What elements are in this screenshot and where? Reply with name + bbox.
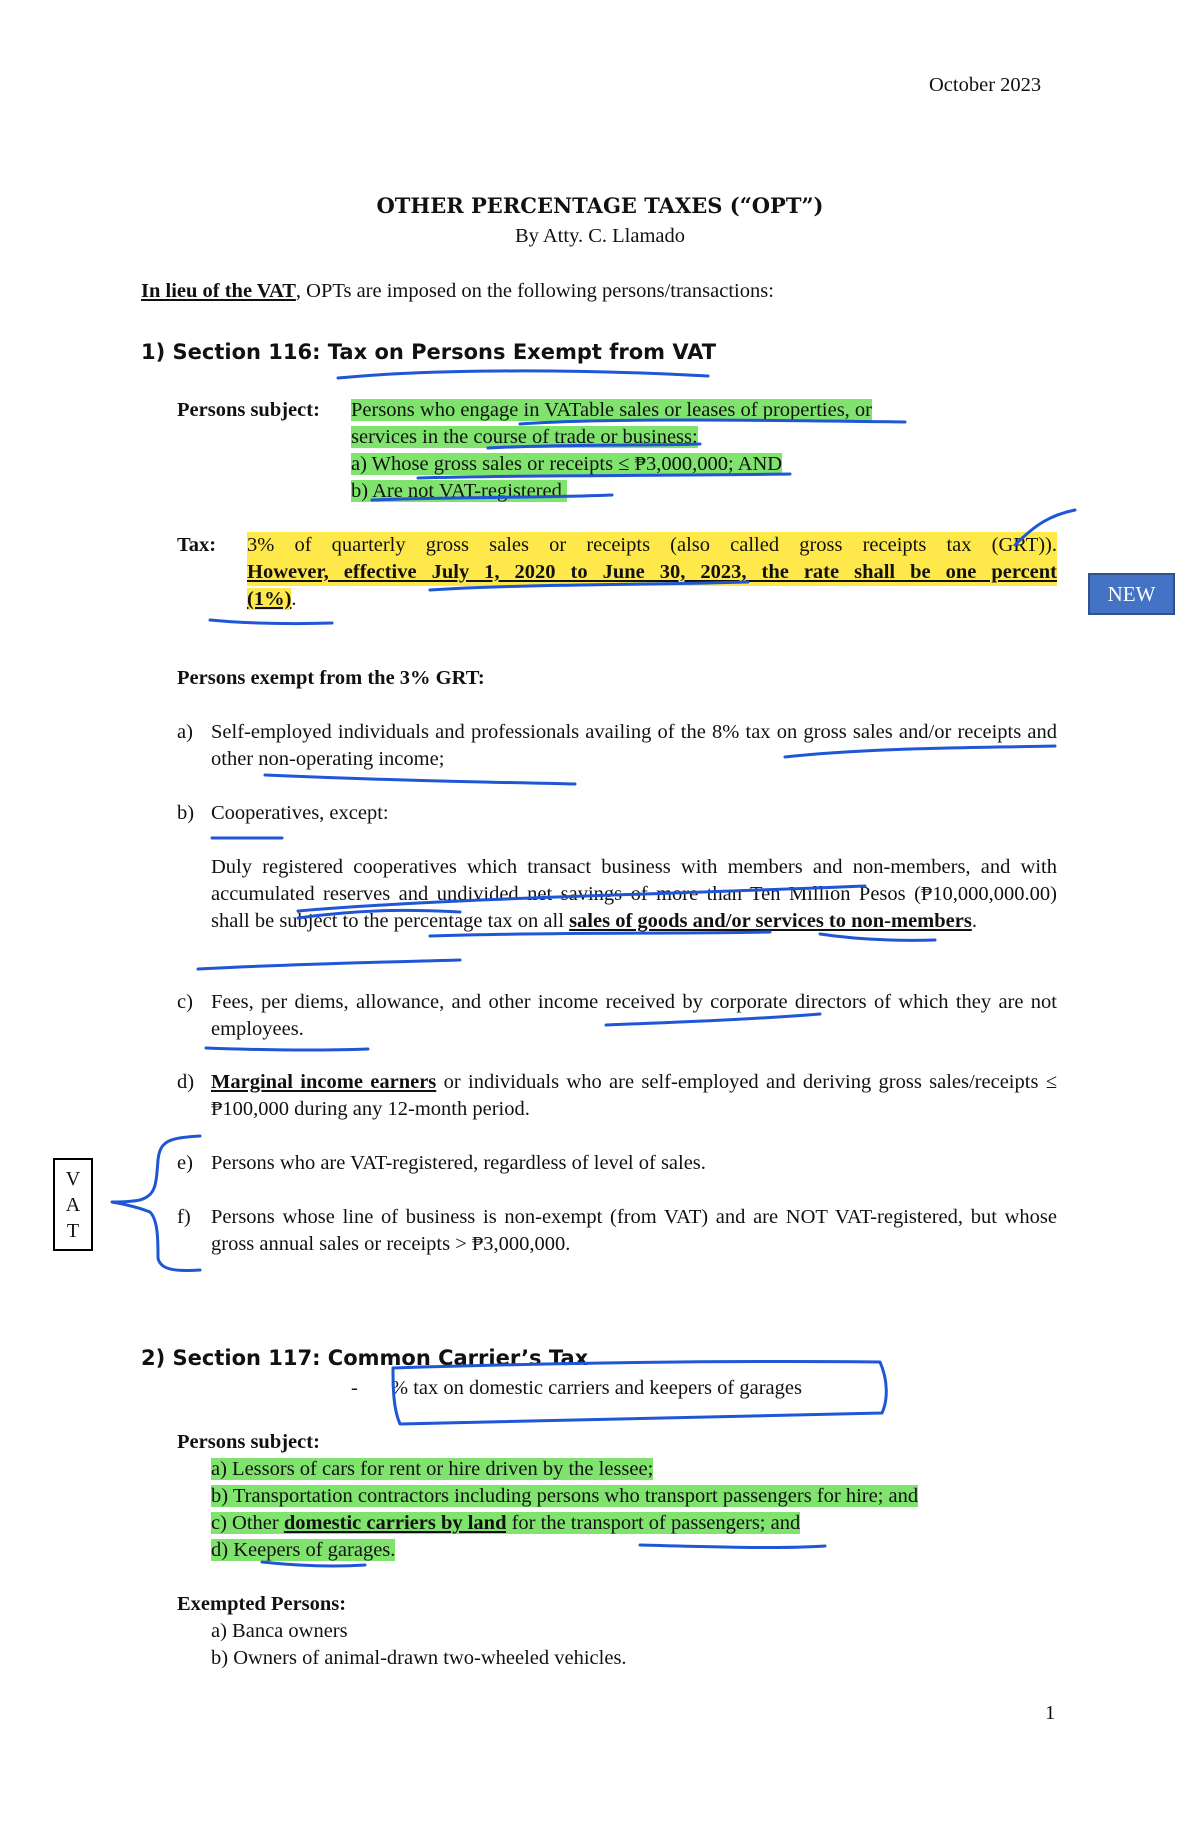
exempt-heading: Persons exempt from the 3% GRT:	[177, 667, 485, 689]
s117-item-b: b) Transportation contractors including persons who transport passengers for hire; and	[211, 1485, 919, 1507]
exempt-b-label: b)	[177, 802, 195, 824]
s117-subject-label: Persons subject:	[177, 1431, 320, 1453]
exempt-f-text: Persons whose line of business is non-exempt (from VAT) and are NOT VAT-registered, but whose gross annual sales or receipts > ₱3,000,000.	[211, 1206, 1057, 1255]
header-date: October 2023	[929, 74, 1042, 96]
condition-b: b) Are not VAT-registered.	[351, 480, 567, 502]
tax-line-1: 3% of quarterly gross sales or receipts (also called gross receipts tax (GRT)).	[247, 532, 1057, 559]
subject-line-1: Persons who engage in VATable sales or leases of properties, or	[351, 399, 873, 421]
page-title: OTHER PERCENTAGE TAXES (“OPT”)	[376, 193, 824, 218]
exempt-c-label: c)	[177, 991, 193, 1013]
section-117-heading: 2) Section 117: Common Carrier’s Tax	[141, 1346, 589, 1370]
exempt-c-text: Fees, per diems, allowance, and other income received by corporate directors of which they are not employees.	[211, 991, 1057, 1040]
page-number: 1	[1045, 1702, 1056, 1724]
ink-underline-employees	[206, 1048, 368, 1050]
tax-line-2: However, effective July 1, 2020 to June 30, 2023, the rate shall be one percent	[247, 559, 1057, 586]
tax-line-3: (1%).	[247, 588, 297, 610]
intro-paragraph	[141, 278, 774, 305]
s117-bullet-text: % tax on domestic carriers and keepers of garages	[391, 1377, 802, 1399]
exempted-a: a) Banca owners	[211, 1620, 348, 1642]
persons-subject-label: Persons subject:	[177, 399, 320, 421]
vat-letter-a: A	[65, 1194, 81, 1216]
subject-line-2: services in the course of trade or business:	[351, 426, 698, 448]
condition-a: a) Whose gross sales or receipts ≤ ₱3,000,000; AND	[351, 453, 783, 475]
exempt-a-label: a)	[177, 721, 193, 743]
exempt-e-label: e)	[177, 1152, 193, 1174]
exempted-label: Exempted Persons:	[177, 1593, 347, 1615]
ink-underline-receipts	[265, 775, 575, 784]
s117-item-a: a) Lessors of cars for rent or hire driven by the lessee;	[211, 1458, 654, 1480]
ink-underline-s116-heading	[338, 371, 708, 378]
ink-underline-one-percent	[210, 620, 332, 624]
s117-item-c: c) Other domestic carriers by land for the transport of passengers; and	[211, 1512, 801, 1534]
exempted-b: b) Owners of animal-drawn two-wheeled vehicles.	[211, 1647, 627, 1669]
exempt-f-label: f)	[177, 1206, 191, 1228]
vat-box	[53, 1158, 93, 1251]
vat-letter-v: V	[65, 1168, 81, 1190]
author-line: By Atty. C. Llamado	[514, 225, 686, 247]
exempt-e-text: Persons who are VAT-registered, regardless of level of sales.	[211, 1152, 706, 1174]
ink-underline-services	[198, 960, 460, 969]
exempt-b-detail: Duly registered cooperatives which transact business with members and non-members, and with accumulated reserves and undivided net savings of more than Ten Million Pesos (₱10,000,000.00) shall be subject to the percentage tax on all sales of goods and/or services to non-members.	[211, 856, 1057, 932]
exempt-b-text: Cooperatives, except:	[211, 802, 389, 824]
intro-lead: In lieu of the VAT	[141, 280, 296, 302]
exempt-d-label: d)	[177, 1071, 195, 1093]
exempt-d-text: Marginal income earners or individuals who are self-employed and deriving gross sales/receipts ≤ ₱100,000 during any 12-month period.	[211, 1071, 1057, 1120]
intro-rest: , OPTs are imposed on the following persons/transactions:	[295, 280, 774, 302]
s117-item-d: d) Keepers of garages.	[211, 1539, 396, 1561]
exempt-a-text: Self-employed individuals and professionals availing of the 8% tax on gross sales and/or receipts and other non-operating income;	[211, 721, 1057, 770]
s117-bullet-dash: -	[351, 1377, 358, 1399]
section-116-heading: 1) Section 116: Tax on Persons Exempt from VAT	[141, 340, 717, 364]
tax-label: Tax:	[177, 534, 217, 556]
new-badge: NEW	[1088, 573, 1175, 615]
vat-letter-t: T	[66, 1220, 80, 1242]
ink-underline-garages	[640, 1545, 825, 1548]
